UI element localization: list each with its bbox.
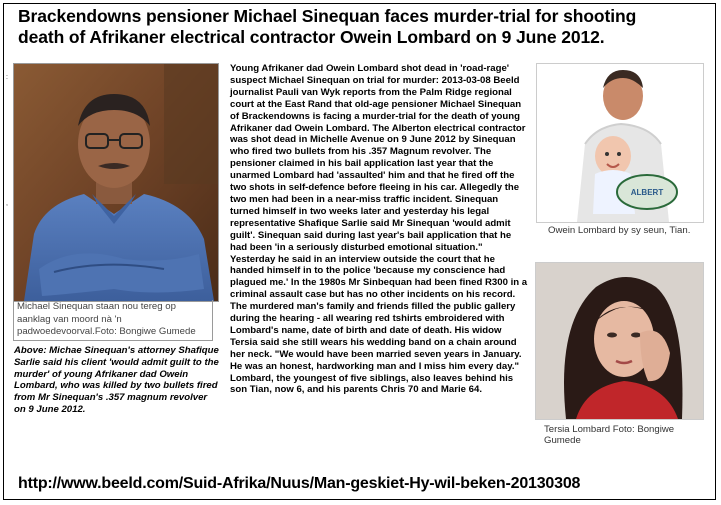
photo-caption-right-bottom: Tersia Lombard Foto: Bongiwe Gumede [544, 424, 675, 446]
photo-owein-lombard-with-son [536, 63, 704, 223]
headline [18, 6, 708, 48]
photo-michael-sinequan [13, 63, 219, 302]
source-url: http://www.beeld.com/Suid-Afrika/Nuus/Man-geskiet-Hy-wil-beken-20130308 [18, 475, 581, 492]
article-paragraph-2: The murdered man's family and friends filled the public gallery during the hearing - all wearing red tshirts embroidered with Lombard's name, date of birth and date of death. His widow Tersia said she still wears his wedding band on a chain around her neck. "We would have been married seven years in January. He was an honest, hardworking man and I miss him every day." Lombard, the youngest of five siblings, also leaves behind his son Tian, now 6, and his parents Chris 70 and Marie 64. [230, 301, 522, 396]
photo-tersia-lombard [535, 262, 704, 420]
photo-caption-left: Michael Sinequan staan nou tereg op aanklag van moord nà 'n padwoedevoorval.Foto: Bongiwe Gumede [13, 300, 213, 341]
margin-mark: , [6, 200, 8, 207]
rugby-ball-text: ALBERT [630, 188, 664, 197]
article-paragraph-1: Young Afrikaner dad Owein Lombard shot dead in 'road-rage' suspect Michael Sinequan on trial for murder: 2013-03-08 Beeld journalist Pauli van Wyk reports from the Palm Ridge regional court at the East Rand that old-age pensioner Michael Sinequan of Brackendowns is facing a murder-trial for the death of young Afrikaner dad Owein Lombard. The Alberton electrical contractor was shot dead in Michelle Avenue on 9 June 2012 by Sinequan who fired two bullets from his .357 Magnum revolver. The pensioner claimed in his bail application last year that the unarmed Lombard had 'assaulted' him and that he fired off the two shots in self-defence before fleeing in his car. Allegedly the two men had been in a near-miss traffic incident. Sinequan turned himself in two weeks later and yesterday his legal representative Shafique Sarlie said Mr Sinequan 'would admit guilt'. Sinequan said during last year's bail application that he had been 'in a seriously disturbed emotional situation." Yesterday he said in an interview outside the court that he handed himself in to the police 'because my conscience had plagued me.' In the 1980s Mr Sinbequan had been fined R300 in a criminal assault case but has no other incidents on his record. [230, 63, 528, 301]
article-body [230, 63, 528, 396]
photo-caption-right-top: Owein Lombard by sy seun, Tian. [548, 225, 691, 236]
margin-mark: : [6, 74, 8, 81]
caption-attorney-statement: Above: Michae Sinequan's attorney Shafique Sarlie said his client 'would admit guilt to the murder' of young Afrikaner dad Owein Lombard, who was killed by two bullets fired from Mr Sinequan's .357 magnum revolver on 9 June 2012. [14, 345, 219, 415]
headline-line-1: Brackendowns pensioner Michael Sinequan faces murder-trial for shooting [18, 6, 637, 26]
headline-line-2: death of Afrikaner electrical contractor Owein Lombard on 9 June 2012. [18, 27, 605, 47]
